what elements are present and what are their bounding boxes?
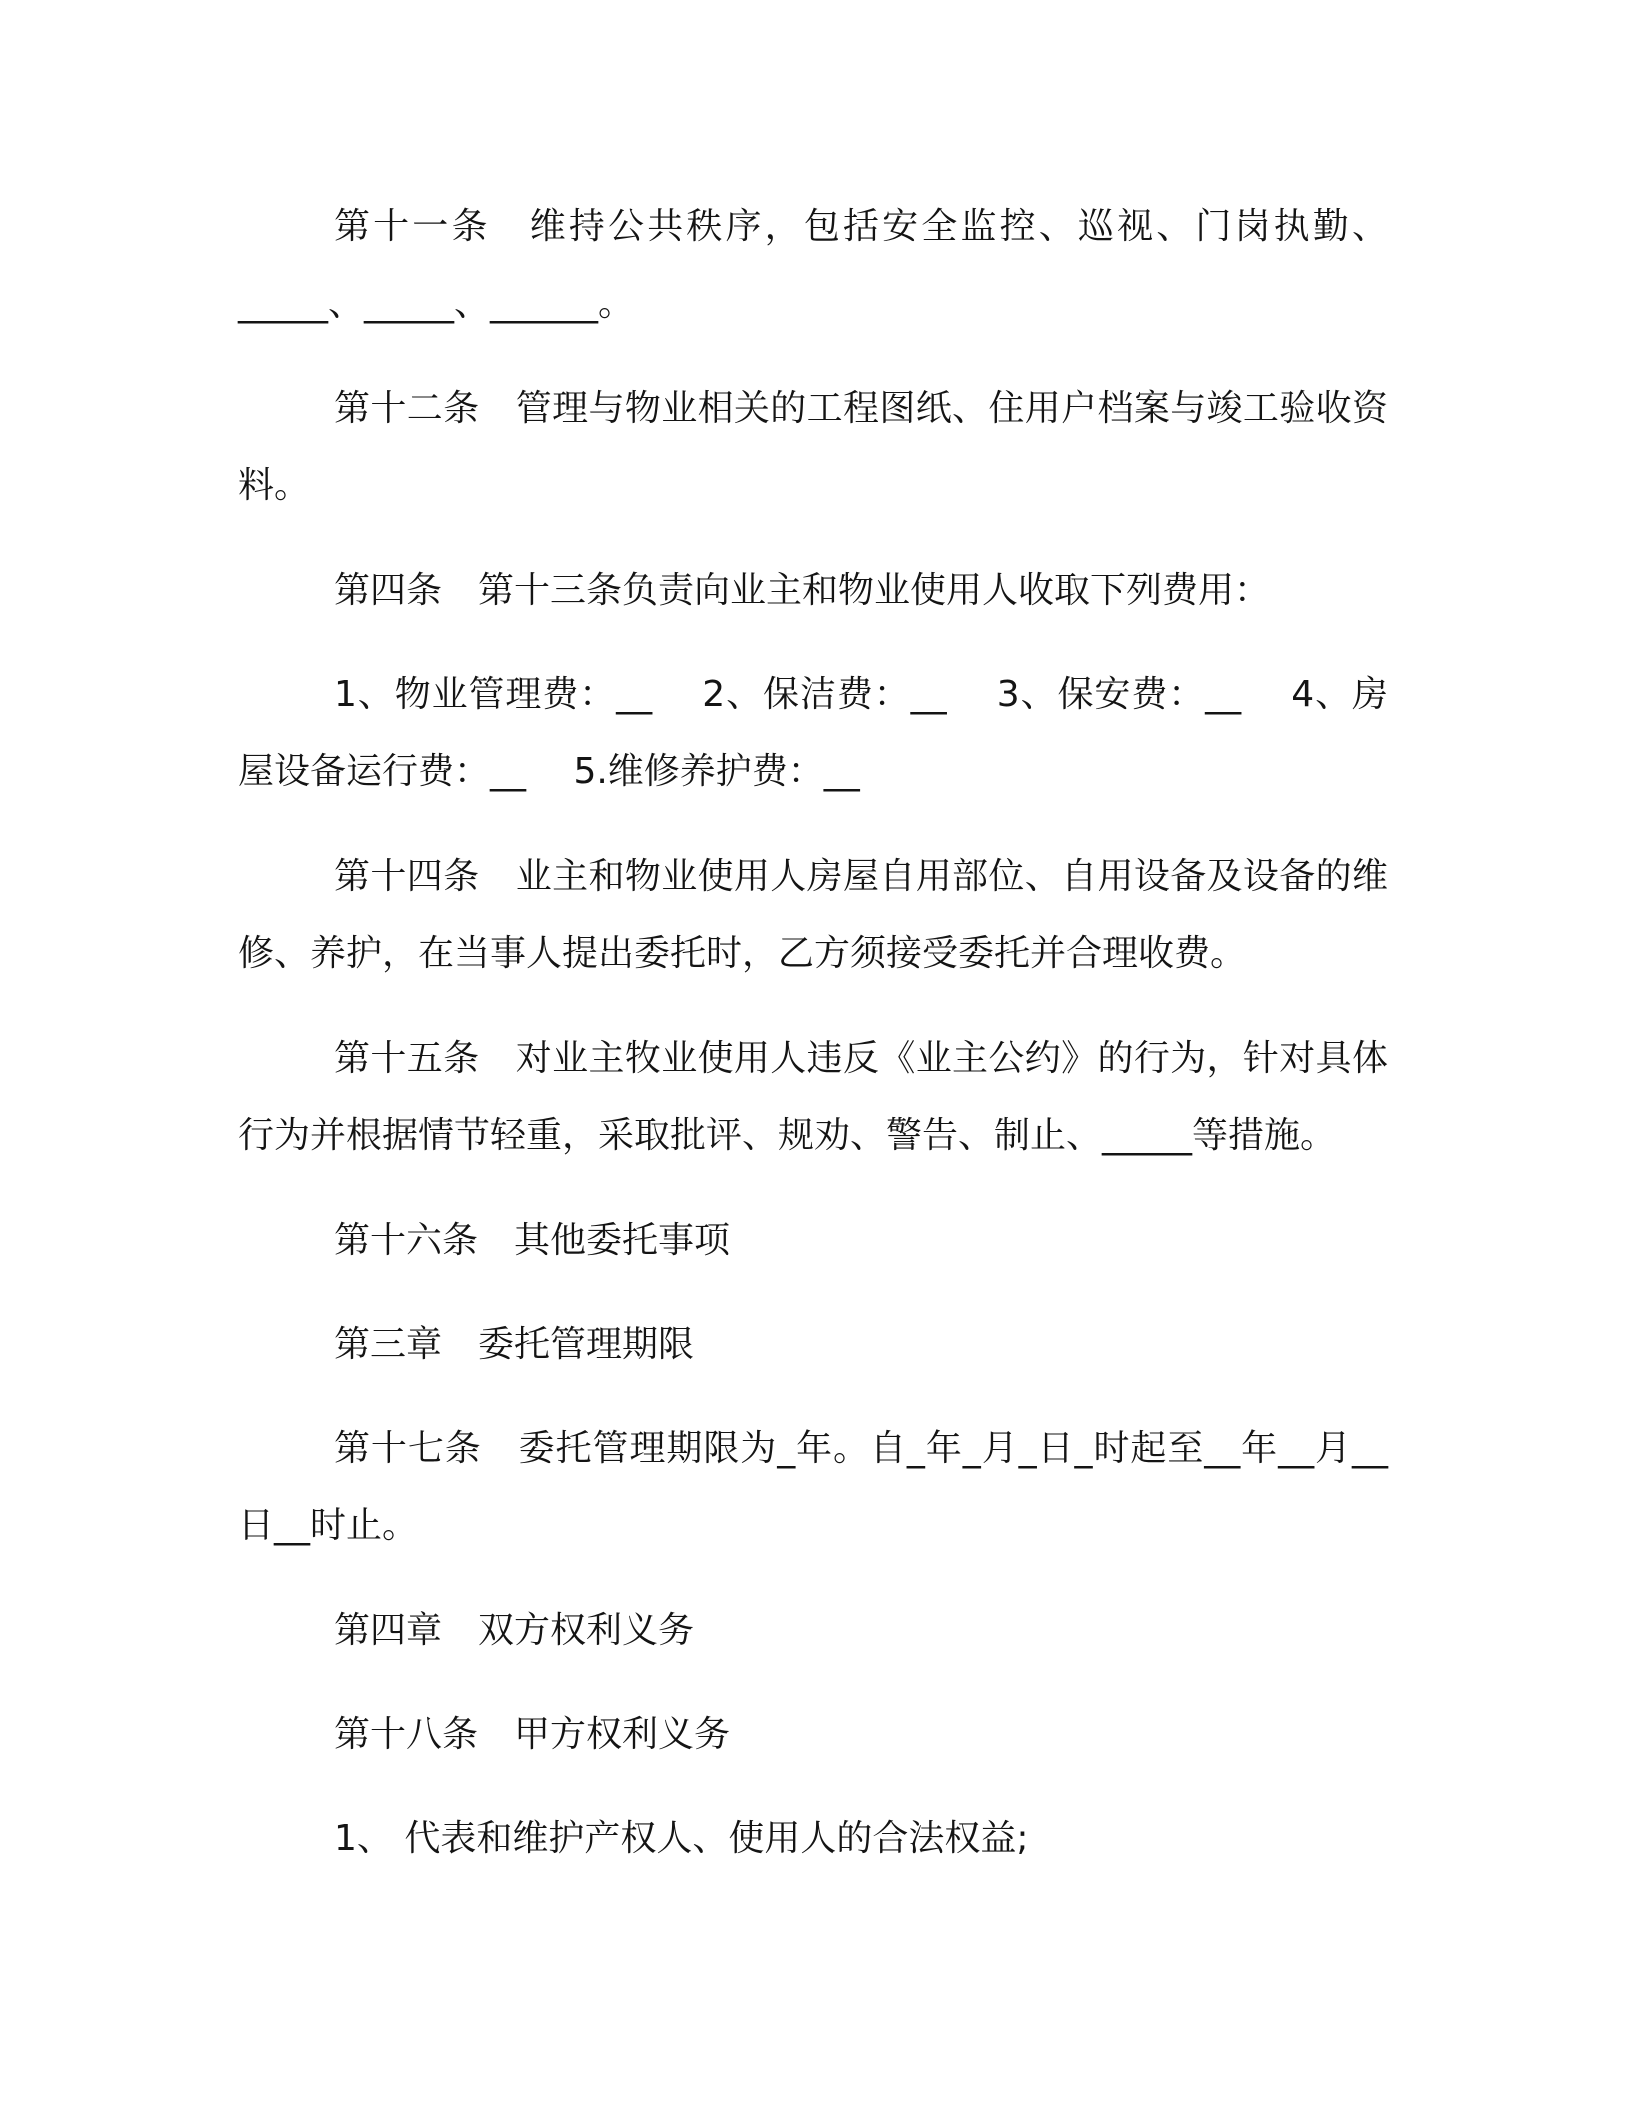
article-11: 第十一条 维持公共秩序，包括安全监控、巡视、门岗执勤、_____、_____、______。 <box>238 206 1388 324</box>
article-4-fee-intro: 第四条 第十三条负责向业主和物业使用人收取下列费用： <box>334 570 1271 611</box>
article-12: 第十二条 管理与物业相关的工程图纸、住用户档案与竣工验收资料。 <box>238 388 1388 506</box>
chapter-3-heading: 第三章 委托管理期限 <box>334 1324 695 1365</box>
fee-list: 1、物业管理费：__ 2、保洁费：__ 3、保安费：__ 4、房屋设备运行费：__ 5.维修养护费：__ <box>238 674 1388 792</box>
article-18-item-1: 1、 代表和维护产权人、使用人的合法权益; <box>334 1818 1029 1859</box>
article-15: 第十五条 对业主牧业使用人违反《业主公约》的行为，针对具体行为并根据情节轻重，采取批评、规劝、警告、制止、_____等措施。 <box>238 1038 1388 1156</box>
chapter-4-heading: 第四章 双方权利义务 <box>334 1610 695 1651</box>
article-16: 第十六条 其他委托事项 <box>334 1220 731 1261</box>
article-17: 第十七条 委托管理期限为_年。自_年_月_日_时起至__年__月__日__时止。 <box>238 1428 1388 1546</box>
article-14: 第十四条 业主和物业使用人房屋自用部位、自用设备及设备的维修、养护，在当事人提出委托时，乙方须接受委托并合理收费。 <box>238 856 1388 974</box>
article-18: 第十八条 甲方权利义务 <box>334 1714 731 1755</box>
document-body <box>238 188 1388 1904</box>
